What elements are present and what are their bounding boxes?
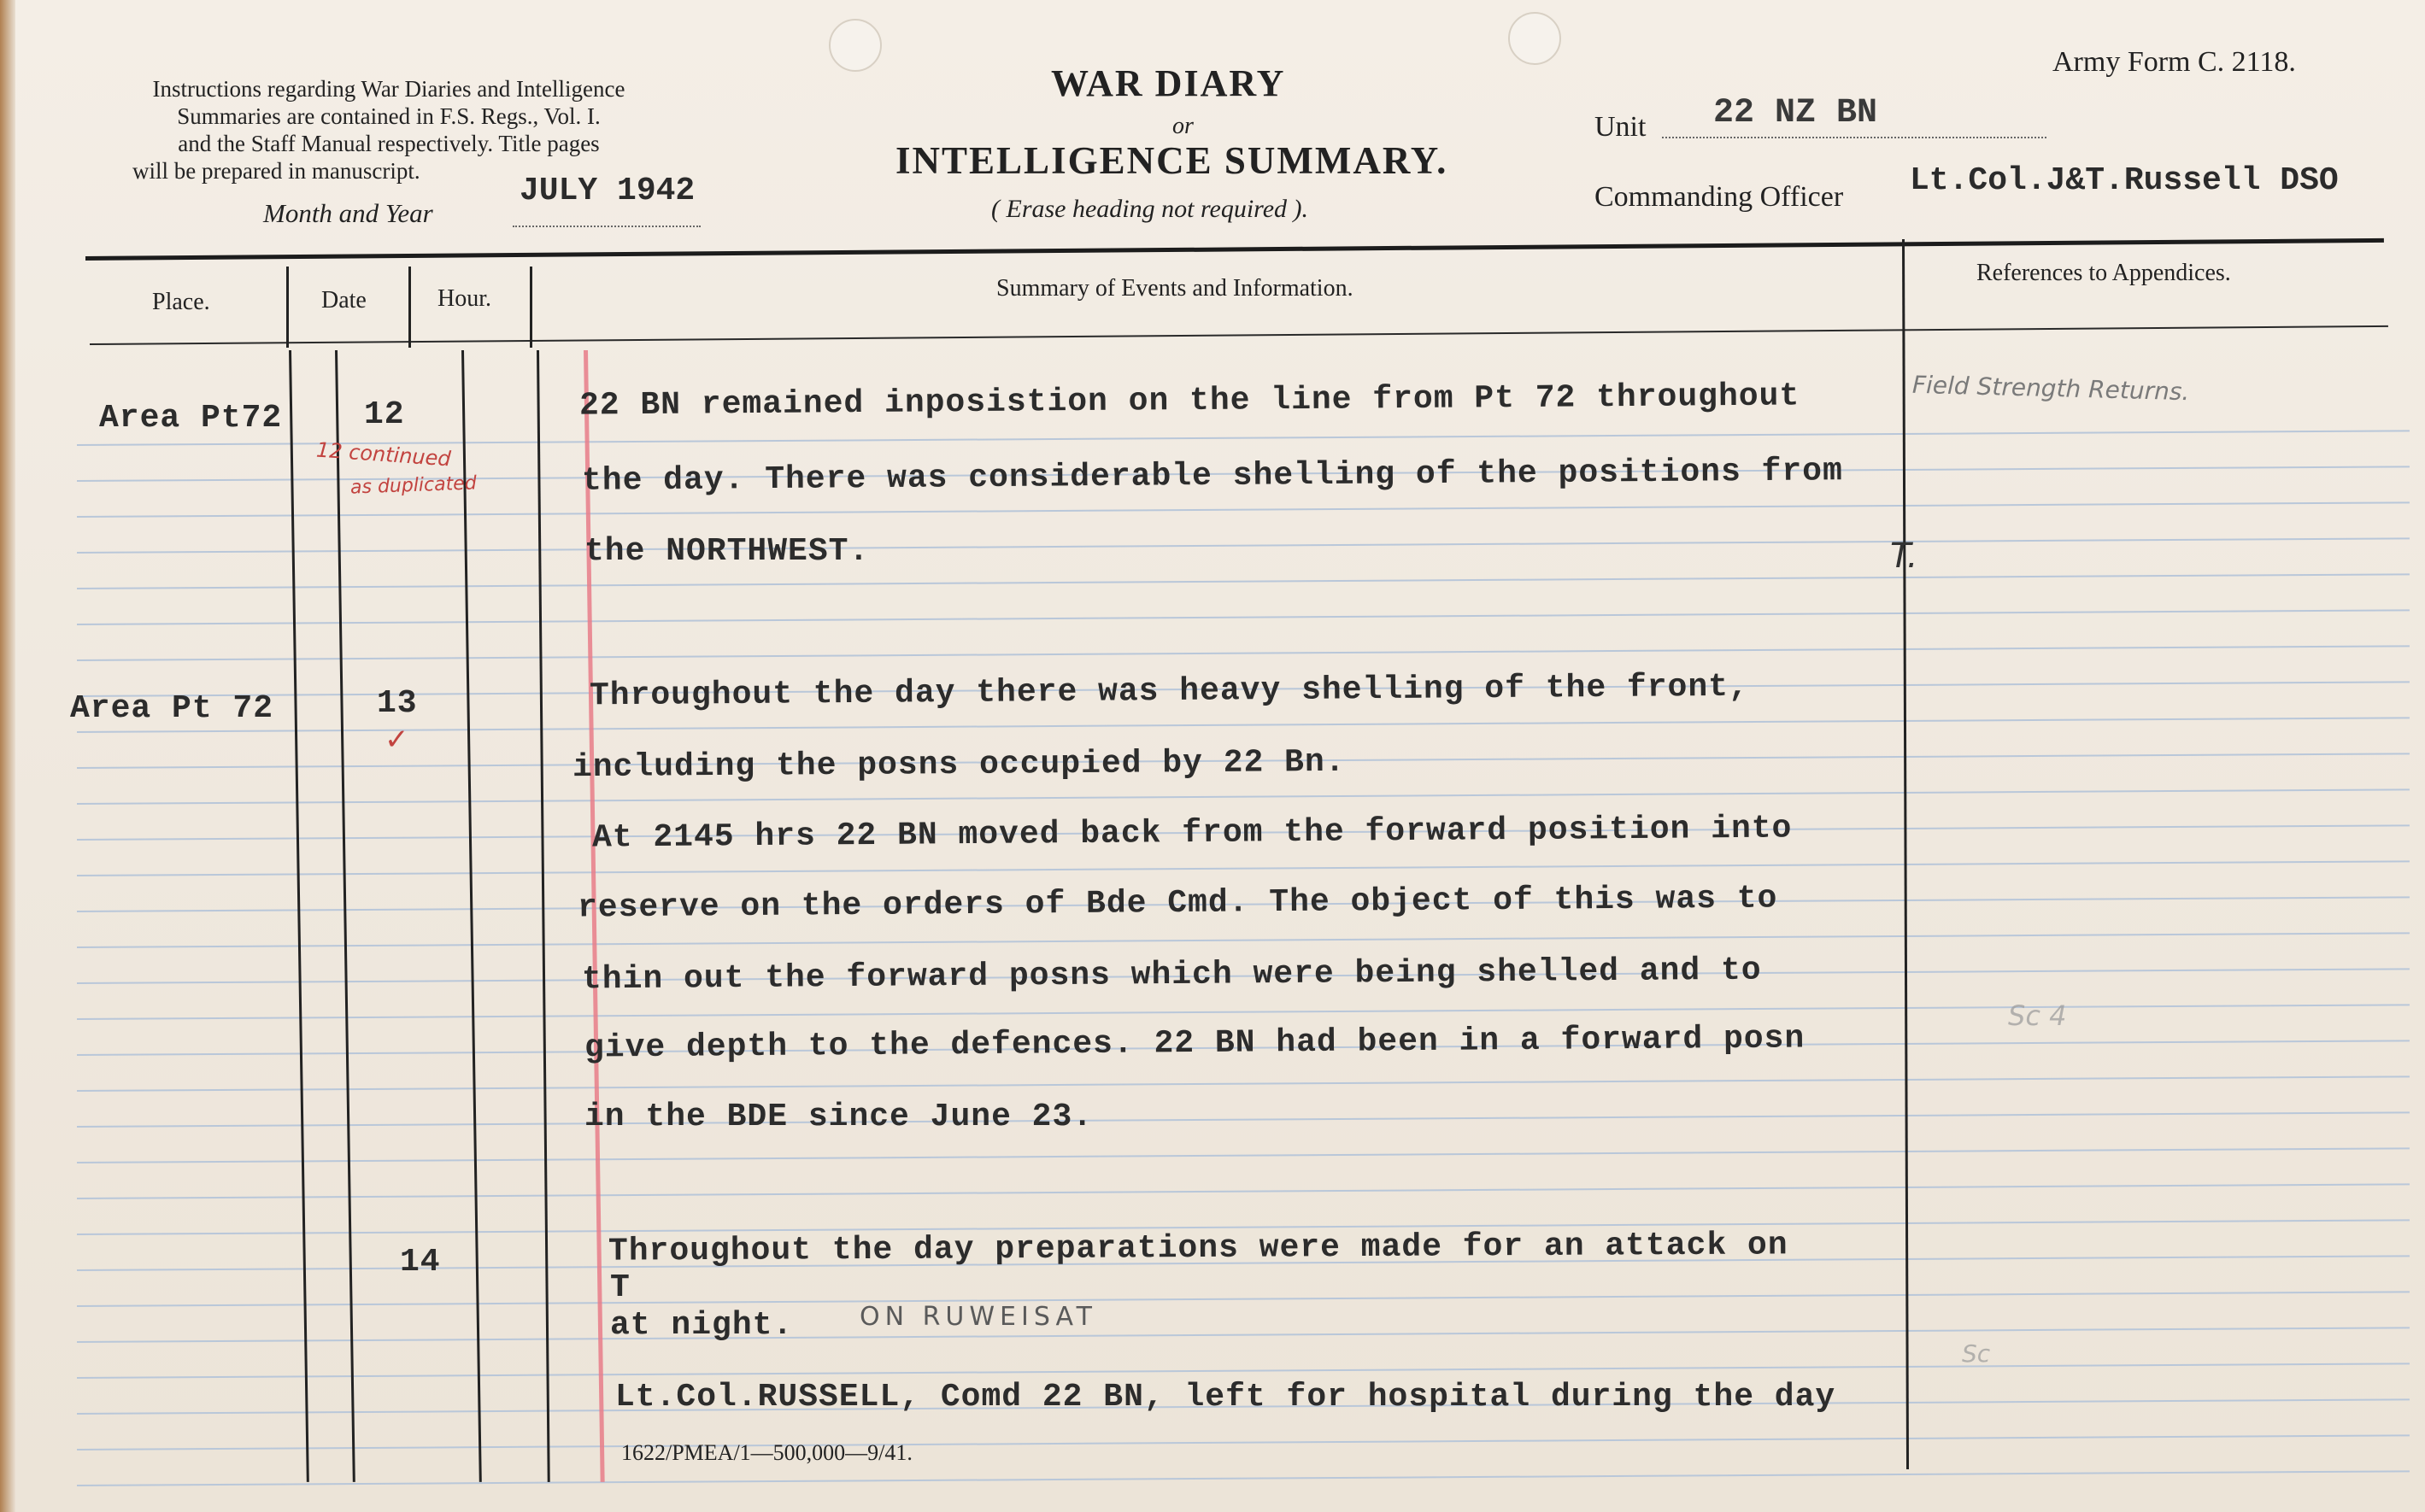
summary-line: Lt.Col.RUSSELL, Comd 22 BN, left for hospital during the day bbox=[615, 1379, 1836, 1415]
column-divider-date-hour-body bbox=[335, 350, 355, 1482]
summary-line: T bbox=[610, 1269, 631, 1306]
month-year-value: JULY 1942 bbox=[520, 173, 696, 209]
footer-print-code: 1622/PMEA/1—500,000—9/41. bbox=[621, 1440, 913, 1465]
instructions-line: Summaries are contained in F.S. Regs., Vol. I. bbox=[177, 103, 601, 129]
column-header-date: Date bbox=[321, 287, 367, 314]
summary-line: 22 BN remained inposistion on the line from Pt 72 throughout bbox=[578, 378, 1800, 425]
date-check-mark: ✓ bbox=[385, 723, 409, 757]
summary-line: reserve on the orders of Bde Cmd. The object of this was to bbox=[577, 880, 1778, 927]
column-divider-date-hour bbox=[408, 267, 411, 348]
ruled-line bbox=[77, 1327, 2410, 1343]
ruled-line bbox=[77, 609, 2410, 625]
summary-line: the NORTHWEST. bbox=[584, 533, 870, 570]
column-divider-summary-hour-body bbox=[537, 350, 550, 1482]
entry-date: 12 bbox=[364, 396, 405, 433]
commanding-officer-value: Lt.Col.J&T.Russell DSO bbox=[1910, 162, 2339, 199]
ruled-line bbox=[77, 932, 2410, 948]
reference-note: Sc bbox=[1962, 1339, 1991, 1368]
summary-line: Throughout the day preparations were made for an attack on bbox=[608, 1227, 1788, 1270]
instructions-line: and the Staff Manual respectively. Title pages bbox=[178, 131, 600, 156]
margin-mark: T. bbox=[1890, 536, 1918, 576]
column-header-rule bbox=[90, 325, 2388, 345]
column-header-references: References to Appendices. bbox=[1976, 260, 2231, 286]
ruled-line bbox=[77, 1434, 2410, 1450]
entry-date: 13 bbox=[377, 685, 418, 722]
page-edge bbox=[0, 0, 15, 1512]
ruled-line bbox=[77, 788, 2410, 805]
summary-line: the day. There was considerable shelling of the positions from bbox=[581, 453, 1843, 500]
date-note-line: as duplicated bbox=[349, 472, 478, 499]
column-divider-references bbox=[1902, 239, 1909, 1469]
summary-line: in the BDE since June 23. bbox=[584, 1099, 1094, 1135]
instructions-line: Instructions regarding War Diaries and Intelligence bbox=[152, 76, 625, 102]
entry-date: 14 bbox=[400, 1244, 441, 1281]
army-form-number: Army Form C. 2118. bbox=[2052, 46, 2296, 78]
unit-label: Unit bbox=[1594, 111, 1647, 143]
ruled-line bbox=[77, 645, 2410, 661]
summary-line: including the posns occupied by 22 Bn. bbox=[572, 743, 1346, 787]
date-note-line: 12 continued bbox=[315, 437, 452, 472]
unit-value: 22 NZ BN bbox=[1713, 94, 1878, 132]
summary-line: give depth to the defences. 22 BN had been in a forward posn bbox=[584, 1020, 1806, 1067]
ruled-line bbox=[77, 860, 2410, 876]
erase-note: ( Erase heading not required ). bbox=[991, 195, 1309, 223]
commanding-officer-label: Commanding Officer bbox=[1594, 181, 1844, 213]
ruled-line bbox=[77, 1147, 2410, 1163]
ruled-line bbox=[77, 430, 2410, 446]
column-header-hour: Hour. bbox=[437, 285, 491, 312]
summary-line: thin out the forward posns which were being shelled and to bbox=[581, 952, 1762, 999]
ruled-line bbox=[77, 573, 2410, 589]
ruled-line bbox=[77, 1075, 2410, 1092]
ruled-line bbox=[77, 1183, 2410, 1199]
ruled-line bbox=[77, 537, 2410, 554]
column-header-place: Place. bbox=[152, 289, 210, 315]
header-rule bbox=[85, 238, 2384, 261]
ruled-line bbox=[77, 1291, 2410, 1307]
summary-line: At 2145 hrs 22 BN moved back from the forward position into bbox=[591, 810, 1793, 857]
punch-hole-left bbox=[829, 19, 882, 72]
punch-hole-right bbox=[1508, 12, 1561, 65]
ruled-line bbox=[77, 1363, 2410, 1379]
title-or: or bbox=[1172, 113, 1194, 139]
inline-handwritten-note: ON RUWEISAT bbox=[860, 1302, 1097, 1332]
ruled-line bbox=[77, 1470, 2410, 1486]
entry-place: Area Pt 72 bbox=[70, 690, 274, 727]
ruled-line bbox=[77, 1111, 2410, 1128]
instructions-line: will be prepared in manuscript. bbox=[132, 158, 420, 184]
entry-place: Area Pt72 bbox=[99, 400, 283, 437]
month-year-label: Month and Year bbox=[263, 198, 433, 228]
column-divider-hour-summary bbox=[530, 267, 532, 348]
ruled-line bbox=[77, 501, 2410, 518]
summary-line: Throughout the day there was heavy shelling of the front, bbox=[589, 668, 1749, 715]
column-divider-place-date-body bbox=[289, 350, 309, 1482]
reference-note: Sc 4 bbox=[2008, 999, 2067, 1032]
instructions-block bbox=[64, 75, 713, 185]
column-divider-hour-summary-body bbox=[461, 350, 482, 1482]
reference-note: Field Strength Returns. bbox=[1911, 370, 2190, 407]
ruled-line bbox=[77, 717, 2410, 733]
column-divider-place-date bbox=[286, 267, 289, 348]
title-war-diary: WAR DIARY bbox=[1051, 62, 1286, 104]
column-header-summary: Summary of Events and Information. bbox=[996, 275, 1353, 302]
summary-line: at night. bbox=[610, 1307, 794, 1344]
title-intelligence-summary: INTELLIGENCE SUMMARY. bbox=[895, 139, 1448, 182]
